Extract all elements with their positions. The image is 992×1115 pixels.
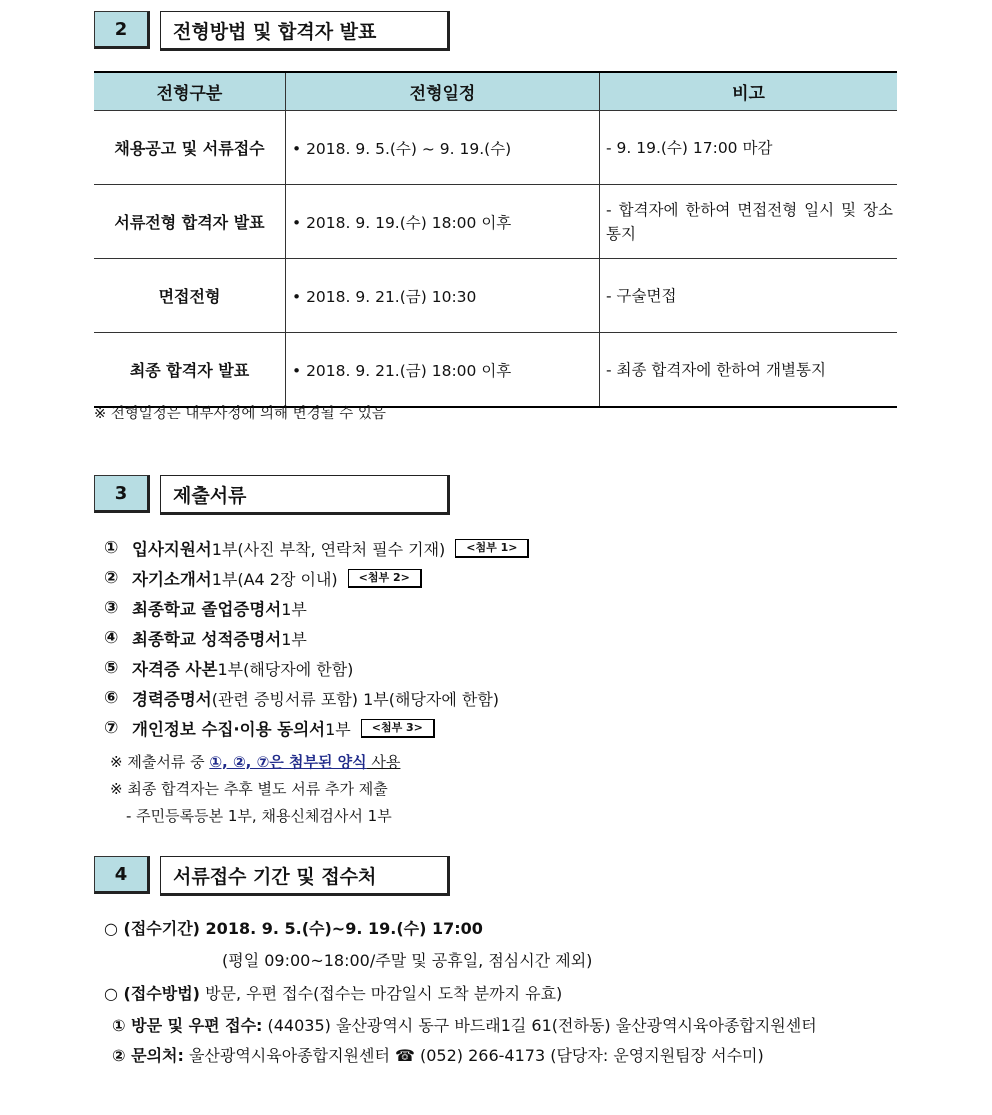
table-header-row	[94, 72, 897, 111]
item-number: ⑥	[104, 688, 119, 708]
schedule-note: ※ 전형일정은 내부사정에 의해 변경될 수 있음	[94, 406, 386, 422]
list-item	[104, 683, 529, 713]
schedule-table	[94, 71, 897, 408]
item-name: 개인정보 수집·이용 동의서	[132, 720, 326, 739]
section-title: 제출서류	[160, 475, 450, 515]
address-label: ① 방문 및 우편 접수:	[112, 1016, 263, 1035]
schedule-cell: • 2018. 9. 21.(금) 18:00 이후	[286, 333, 600, 408]
item-name: 경력증명서	[132, 690, 212, 709]
note-highlight: ①, ②, ⑦은 첨부된 양식	[209, 753, 367, 771]
list-item	[104, 563, 529, 593]
remark-cell: - 구술면접	[600, 259, 898, 333]
item-detail: 1부	[281, 629, 307, 649]
schedule-cell: • 2018. 9. 21.(금) 10:30	[286, 259, 600, 333]
receipt-period-sub: (평일 09:00~18:00/주말 및 공휴일, 점심시간 제외)	[222, 951, 593, 970]
item-detail: 1부	[281, 599, 307, 619]
item-name: 최종학교 성적증명서	[132, 630, 282, 649]
period-label: ○ (접수기간) 2018. 9. 5.(수)~9. 19.(수) 17:00	[104, 919, 483, 938]
contact-info	[112, 1043, 764, 1066]
contact-label: ② 문의처:	[112, 1046, 184, 1065]
column-header: 비고	[600, 72, 898, 111]
item-name: 최종학교 졸업증명서	[132, 600, 282, 619]
list-item	[104, 533, 529, 563]
table-row	[94, 111, 897, 185]
item-detail: (관련 증빙서류 포함) 1부(해당자에 한함)	[211, 689, 500, 709]
remark-cell: - 최종 합격자에 한하여 개별통지	[600, 333, 898, 408]
method-label: ○ (접수방법)	[104, 984, 200, 1003]
documents-note-2: ※ 최종 합격자는 추후 별도 서류 추가 제출	[110, 780, 388, 798]
table-row	[94, 259, 897, 333]
section-title: 서류접수 기간 및 접수처	[160, 856, 450, 896]
column-header: 전형일정	[286, 72, 600, 111]
stage-cell: 최종 합격자 발표	[94, 333, 286, 408]
list-item	[104, 713, 529, 743]
item-number: ⑦	[104, 718, 119, 738]
section-number: 4	[94, 856, 150, 894]
section-number: 3	[94, 475, 150, 513]
section-3-header	[94, 475, 450, 515]
method-text: 방문, 우편 접수(접수는 마감일시 도착 분까지 유효)	[199, 984, 563, 1003]
table-row	[94, 333, 897, 408]
item-number: ②	[104, 568, 119, 588]
table-row	[94, 185, 897, 259]
attachment-tag: <첨부 2>	[348, 569, 422, 588]
stage-cell: 채용공고 및 서류접수	[94, 111, 286, 185]
item-number: ③	[104, 598, 119, 618]
section-number: 2	[94, 11, 150, 49]
section-2-header	[94, 11, 450, 51]
note-prefix: ※ 제출서류 중	[110, 753, 210, 771]
receipt-period	[104, 916, 483, 939]
item-detail: 1부(해당자에 한함)	[217, 659, 354, 679]
receipt-method	[104, 981, 562, 1004]
item-detail: 1부(A4 2장 이내)	[211, 569, 338, 589]
item-number: ④	[104, 628, 119, 648]
item-detail: 1부	[325, 719, 351, 739]
contact-text: 울산광역시육아종합지원센터 ☎ (052) 266-4173 (담당자: 운영지원팀장 서수미)	[183, 1046, 764, 1065]
stage-cell: 면접전형	[94, 259, 286, 333]
list-item	[104, 623, 529, 653]
schedule-cell: • 2018. 9. 19.(수) 18:00 이후	[286, 185, 600, 259]
section-title: 전형방법 및 합격자 발표	[160, 11, 450, 51]
column-header: 전형구분	[94, 72, 286, 111]
item-name: 자격증 사본	[132, 660, 218, 679]
section-4-header	[94, 856, 450, 896]
schedule-cell: • 2018. 9. 5.(수) ~ 9. 19.(수)	[286, 111, 600, 185]
item-number: ①	[104, 538, 119, 558]
address-text: (44035) 울산광역시 동구 바드래1길 61(전하동) 울산광역시육아종합지원센터	[262, 1016, 817, 1035]
receipt-address	[112, 1013, 817, 1036]
documents-note-3: - 주민등록등본 1부, 채용신체검사서 1부	[126, 807, 392, 825]
list-item	[104, 653, 529, 683]
item-number: ⑤	[104, 658, 119, 678]
item-name: 입사지원서	[132, 540, 212, 559]
item-detail: 1부(사진 부착, 연락처 필수 기재)	[211, 539, 446, 559]
item-name: 자기소개서	[132, 570, 212, 589]
document-list	[104, 533, 529, 743]
list-item	[104, 593, 529, 623]
documents-note-1	[110, 751, 400, 772]
attachment-tag: <첨부 3>	[361, 719, 435, 738]
note-suffix: 사용	[366, 753, 401, 771]
stage-cell: 서류전형 합격자 발표	[94, 185, 286, 259]
remark-cell: - 9. 19.(수) 17:00 마감	[600, 111, 898, 185]
remark-cell: - 합격자에 한하여 면접전형 일시 및 장소 통지	[600, 185, 898, 259]
attachment-tag: <첨부 1>	[455, 539, 529, 558]
